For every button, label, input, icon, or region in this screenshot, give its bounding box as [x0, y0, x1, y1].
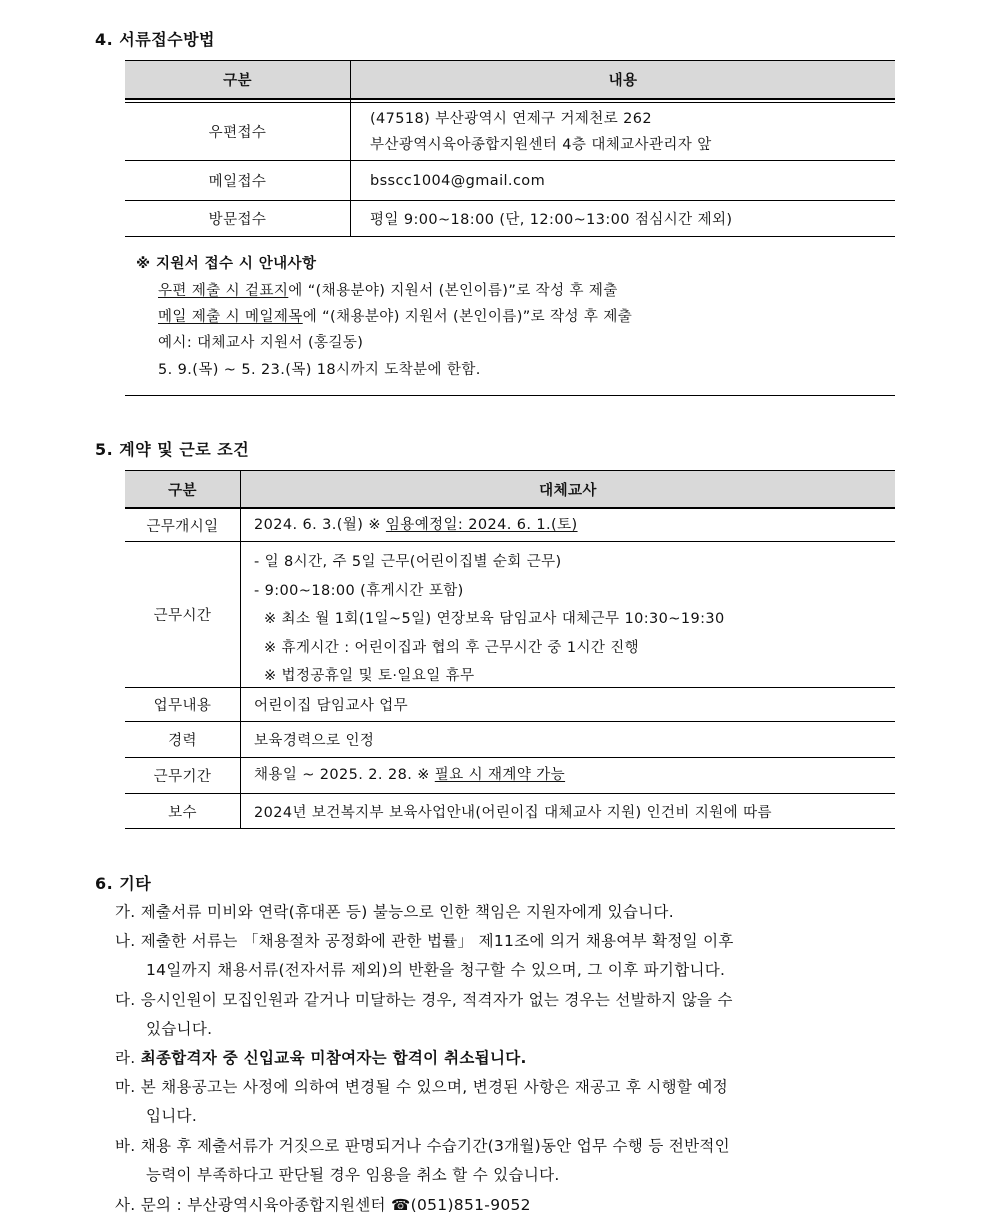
hours-line: - 일 8시간, 주 5일 근무(어린이집별 순회 근무): [254, 554, 562, 570]
period-value: [254, 758, 565, 793]
list-item-ba: 바. 채용 후 제출서류가 거짓으로 판명되거나 수습기간(3개월)동안 업무 수행 등 전반적인: [115, 1137, 730, 1155]
notice-postal-emphasis: 우편 제출 시 겉표지: [158, 283, 289, 299]
section-4-title: 4. 서류접수방법: [95, 30, 216, 49]
ra-emphasis: 최종합격자 중 신입교육 미참여자는 합격이 취소됩니다.: [140, 1049, 527, 1067]
row-label-email: 메일접수: [208, 174, 267, 190]
hours-note: ※ 휴게시간 : 어린이집과 협의 후 근무시간 중 1시간 진행: [264, 639, 640, 656]
list-item-na: 나. 제출한 서류는 「채용절차 공정화에 관한 법률」 제11조에 의거 채용여부 확정일 이후: [115, 932, 734, 950]
notice-title: ※ 지원서 접수 시 안내사항: [136, 256, 317, 272]
renewal-note: 필요 시 재계약 가능: [434, 767, 566, 783]
pay-value: 2024년 보건복지부 보육사업안내(어린이집 대체교사 지원) 인건비 지원에 따름: [254, 804, 772, 821]
start-date-value: [254, 509, 578, 541]
row-label-career: 경력: [168, 733, 197, 749]
row-content-mail: [370, 103, 712, 160]
ra-prefix: 라.: [115, 1049, 141, 1067]
appointment-date: 임용예정일: 2024. 6. 1.(토): [385, 517, 578, 533]
header-category: 구분: [223, 73, 252, 89]
list-item-ga: 가. 제출서류 미비와 연락(휴대폰 등) 불능으로 인한 책임은 지원자에게 있습니다.: [115, 903, 674, 921]
notice-email-emphasis: 메일 제출 시 메일제목: [158, 309, 303, 325]
hours-note: ※ 법정공휴일 및 토·일요일 휴무: [264, 668, 475, 684]
row-label-hours: 근무시간: [153, 608, 212, 624]
start-date-text: 2024. 6. 3.(월) ※: [254, 517, 386, 533]
row-label-period: 근무기간: [153, 769, 212, 785]
list-item-da-cont: 있습니다.: [146, 1020, 213, 1038]
email-address: bsscc1004@gmail.com: [370, 172, 546, 189]
row-label-start-date: 근무개시일: [146, 518, 219, 535]
list-item-ma-cont: 입니다.: [146, 1107, 198, 1125]
hours-line: - 9:00~18:00 (휴게시간 포함): [254, 582, 464, 599]
header-category: 구분: [168, 482, 197, 499]
section-5-title: 5. 계약 및 근로 조건: [95, 440, 250, 459]
career-value: 보육경력으로 인정: [254, 733, 375, 749]
notice-line-1: [158, 279, 618, 300]
list-item-ma: 마. 본 채용공고는 사정에 의하여 변경될 수 있으며, 변경된 사항은 재공고 후 시행할 예정: [115, 1078, 728, 1096]
duty-value: 어린이집 담임교사 업무: [254, 698, 409, 714]
list-item-ra: [115, 1046, 527, 1068]
list-item-da: 다. 응시인원이 모집인원과 같거나 미달하는 경우, 적격자가 없는 경우는 선발하지 않을 수: [115, 991, 733, 1009]
period-text: 채용일 ~ 2025. 2. 28. ※: [254, 767, 435, 783]
list-item-sa-contact: 사. 문의 : 부산광역시육아종합지원센터 ☎(051)851-9052: [115, 1196, 531, 1214]
notice-line-2: [158, 305, 632, 326]
row-label-pay: 보수: [168, 804, 197, 821]
notice-postal-rest: 에 “(채용분야) 지원서 (본인이름)”로 작성 후 제출: [288, 283, 618, 299]
notice-example: 예시: 대체교사 지원서 (홍길동): [158, 335, 364, 351]
list-item-ba-cont: 능력이 부족하다고 판단될 경우 임용을 취소 할 수 있습니다.: [146, 1166, 560, 1184]
row-label-visit: 방문접수: [208, 212, 267, 228]
header-substitute-teacher: 대체교사: [539, 482, 597, 499]
hours-detail: [254, 548, 725, 691]
visit-hours: 평일 9:00~18:00 (단, 12:00~13:00 점심시간 제외): [370, 212, 733, 228]
section-6-title: 6. 기타: [95, 874, 152, 893]
row-label-duty: 업무내용: [153, 698, 212, 714]
postal-recipient-line: 부산광역시육아종합지원센터 4층 대체교사관리자 앞: [370, 136, 712, 153]
notice-deadline: 5. 9.(목) ~ 5. 23.(목) 18시까지 도착분에 한함.: [158, 362, 481, 378]
notice-email-rest: 에 “(채용분야) 지원서 (본인이름)”로 작성 후 제출: [302, 309, 633, 325]
hours-note: ※ 최소 월 1회(1일~5일) 연장보육 담임교사 대체근무 10:30~19:30: [264, 611, 725, 627]
postal-address-line: (47518) 부산광역시 연제구 거제천로 262: [370, 110, 653, 127]
header-content: 내용: [608, 73, 638, 89]
row-label-mail: 우편접수: [208, 125, 267, 141]
list-item-na-cont: 14일까지 채용서류(전자서류 제외)의 반환을 청구할 수 있으며, 그 이후 파기합니다.: [146, 961, 726, 979]
notice-divider: [125, 395, 895, 396]
